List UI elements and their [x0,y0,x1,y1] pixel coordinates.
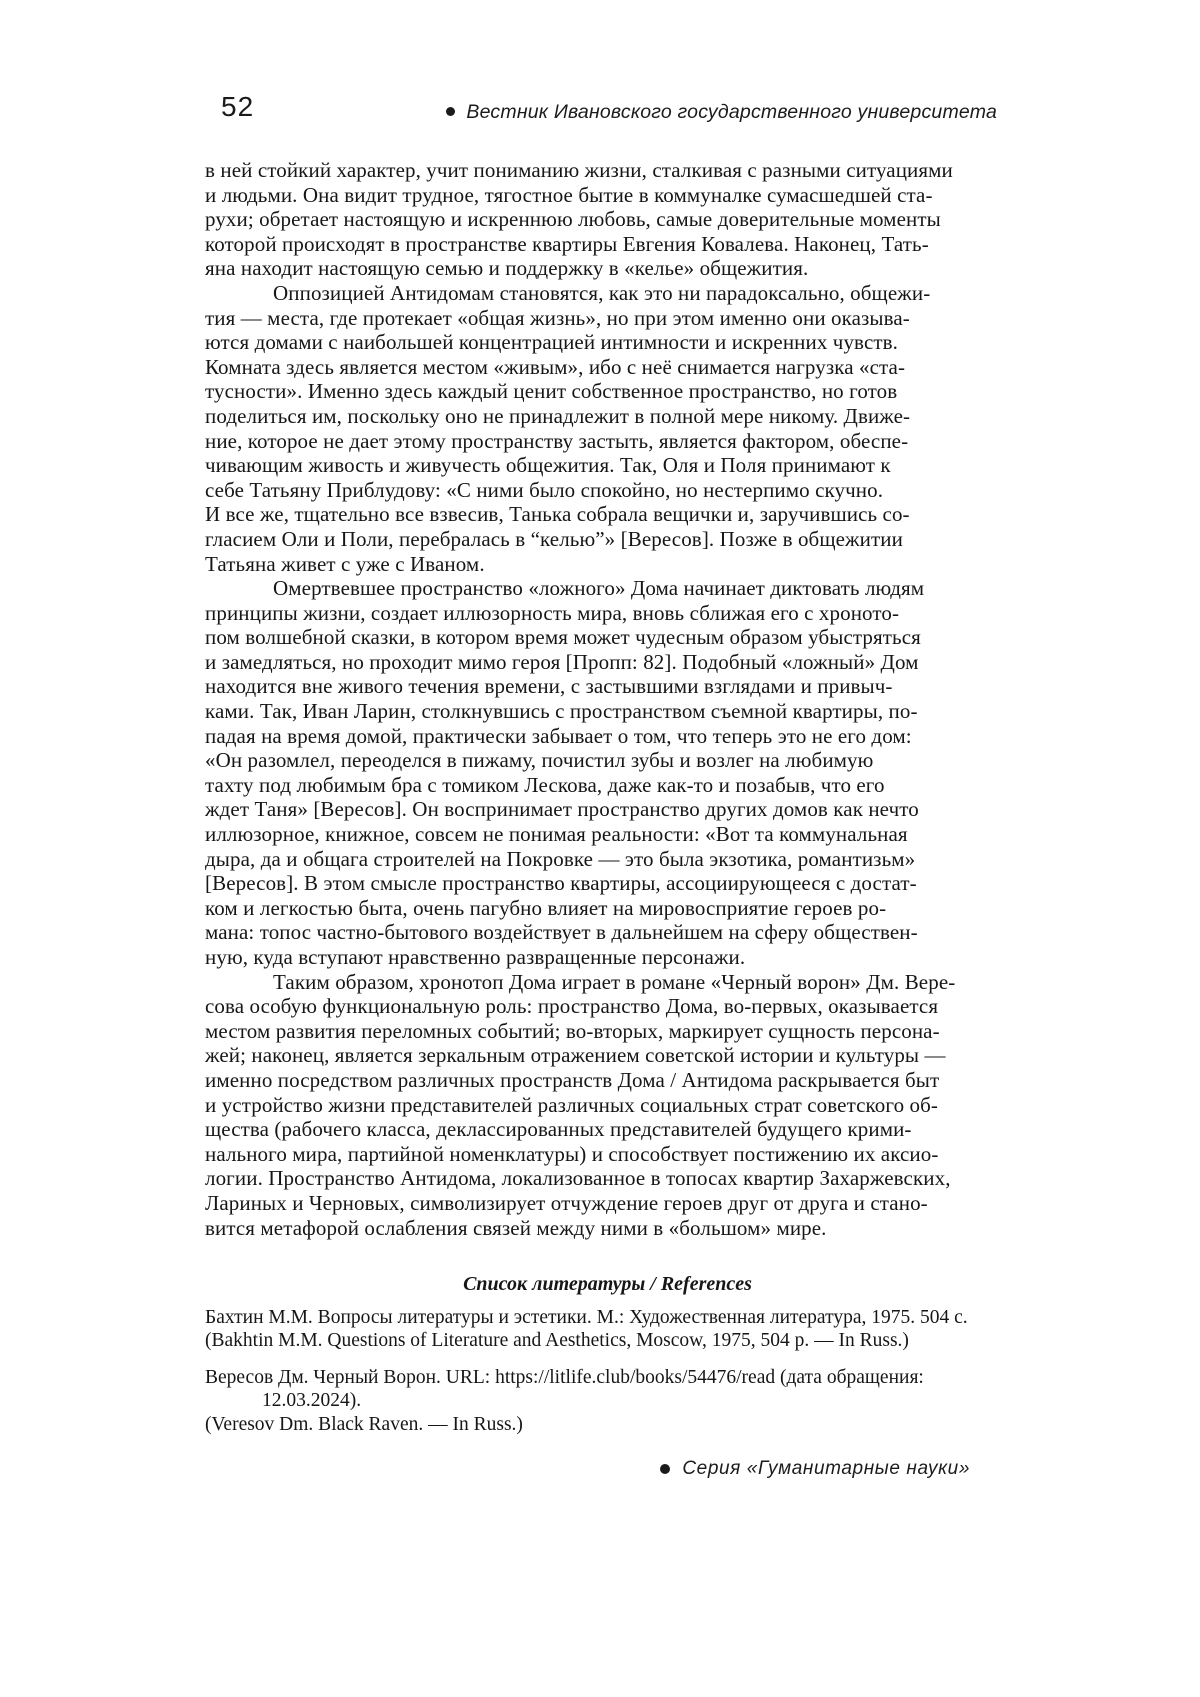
running-head [205,92,997,125]
references-list [205,1306,1010,1449]
reference-entry [205,1306,1010,1353]
reference-line: Бахтин М.М. Вопросы литературы и эстетики. М.: Художественная литература, 1975. 504 с. [205,1307,968,1328]
journal-title: Вестник Ивановского государственного университета [466,100,997,123]
page-number: 52 [221,91,255,122]
journal-title-block [446,99,997,125]
series-footer [205,1456,970,1482]
paragraph-continuation: в ней стойкий характер, учит пониманию жизни, сталкивая с разными ситуациями и людьми. Она видит трудное, тягостное бытие в коммуналке сумасшедшей ста- рухи; обретает настоящую и искреннюю любовь, самые доверительные моменты которой происходят в пространстве квартиры Евгения Ковалева. Наконец, Тать- яна находит настоящую семью и поддержку в «келье» общежития. [205,158,953,281]
bullet-icon [660,1464,670,1474]
reference-line-continuation: 12.03.2024). [262,1390,362,1412]
article-body [205,158,1010,1240]
reference-line: Вересов Дм. Черный Ворон. URL: https://litlife.club/books/54476/read (дата обращения: [205,1366,924,1388]
series-title: Серия «Гуманитарные науки» [682,1458,970,1479]
reference-translation-line: (Veresov Dm. Black Raven. — In Russ.) [205,1413,523,1435]
reference-translation-line: (Bakhtin M.M. Questions of Literature and Aesthetics, Moscow, 1975, 504 p. — In Russ.) [205,1330,909,1352]
bullet-icon [446,107,455,116]
paragraph: Таким образом, хронотоп Дома играет в романе «Черный ворон» Дм. Вере- сова особую функциональную роль: пространство Дома, во-первых, оказывается местом развития переломных событий; во-вторых, маркирует сущность персона- жей; наконец, является зеркальным отражением советской истории и культуры — именно посредством различных пространств Дома / Антидома раскрывается быт и устройство жизни представителей различных социальных страт советского об- щества (рабочего класса, деклассированных представителей будущего крими- нального мира, партийной номенклатуры) и способствует постижению их аксио- логии. Пространство Антидома, локализованное в топосах квартир Захаржевских, Лариных и Черновых, символизирует отчуждение героев друг от друга и стано- вится метафорой ослабления связей между ними в «большом» мире. [205,969,956,1240]
paragraph: Омертвевшее пространство «ложного» Дома начинает диктовать людям принципы жизни, создает иллюзорность мира, вновь сближая его с хроното- пом волшебной сказки, в котором время может чудесным образом убыстряться и замедляться, но проходит мимо героя [Пропп: 82]. Подобный «ложный» Дом находится вне живого течения времени, с застывшими взглядами и привыч- ками. Так, Иван Ларин, столкнувшись с пространством съемной квартиры, по- падая на время домой, практически забывает о том, что теперь это не его дом: «Он разомлел, переоделся в пижаму, почистил зубы и возлег на любимую тахту под любимым бра с томиком Лескова, даже как-то и позабыв, что его ждет Таня» [Вересов]. Он воспринимает пространство других домов как нечто иллюзорное, книжное, совсем не понимая реальности: «Вот та коммунальная дыра, да и общага строителей на Покровке — это была экзотика, романтизьм» [Вересов]. В этом смысле пространство квартиры, ассоциирующееся с достат- ком и легкостью быта, очень пагубно влияет на мировосприятие героев ро- мана: топос частно-бытового воздействует в дальнейшем на сферу обществен- ную, куда вступают нравственно развращенные персонажи. [205,576,925,969]
paragraph: Оппозицией Антидомам становятся, как это ни парадоксально, общежи- тия — места, где протекает «общая жизнь», но при этом именно они оказыва- ются домами с наибольшей концентрацией интимности и искренних чувств. Комната здесь является местом «живым», ибо с неё снимается нагрузка «ста- тусности». Именно здесь каждый ценит собственное пространство, но готов поделиться им, поскольку оно не принадлежит в полной мере никому. Движе- ние, которое не дает этому пространству застыть, является фактором, обеспе- чивающим живость и живучесть общежития. Так, Оля и Поля принимают к себе Татьяну Приблудову: «С ними было спокойно, но нестерпимо скучно. И все же, тщательно все взвесив, Танька собрала вещички и, заручившись со- гласием Оли и Поли, перебралась в “келью”» [Вересов]. Позже в общежитии Татьяна живет с уже с Иваном. [205,280,931,576]
references-heading: Список литературы / References [463,1273,752,1295]
reference-entry [205,1366,1010,1436]
